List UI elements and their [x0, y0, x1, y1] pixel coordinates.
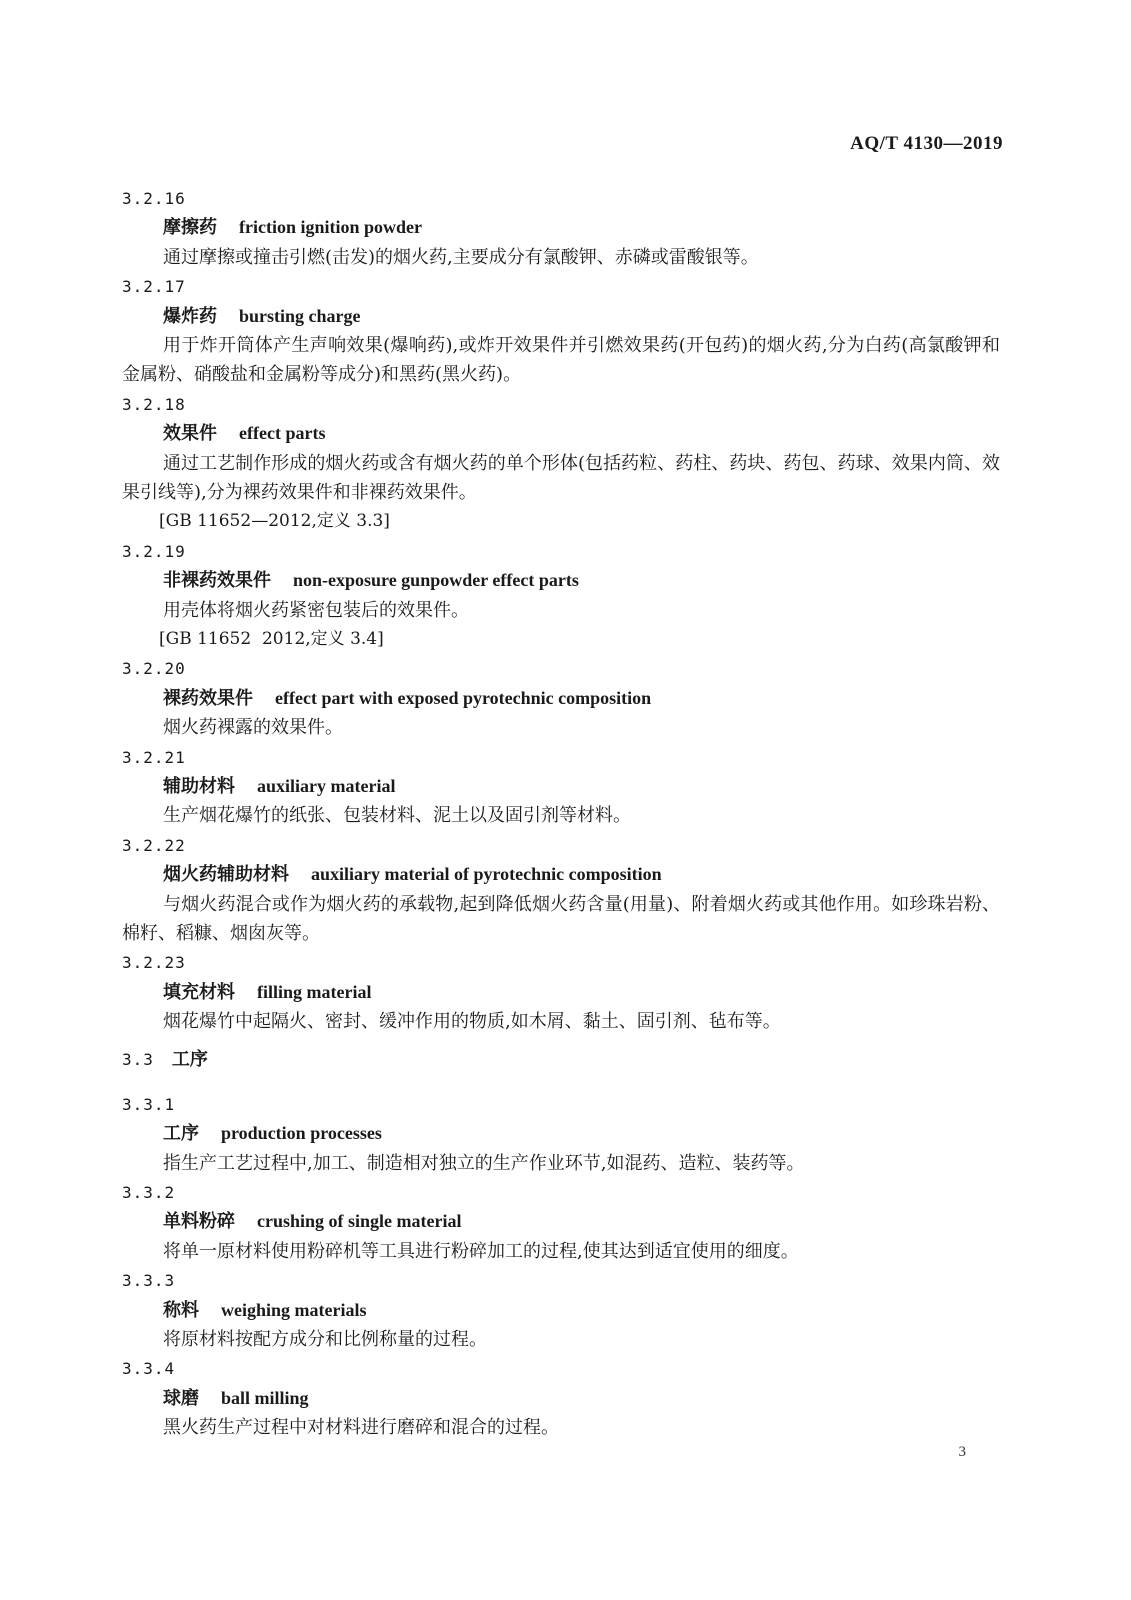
term-definition: 用壳体将烟火药紧密包装后的效果件。: [163, 599, 469, 621]
term-heading: [122, 419, 1000, 448]
term-english: non-exposure gunpowder effect parts: [293, 570, 579, 591]
term-definition: 用于炸开筒体产生声响效果(爆响药),或炸开效果件并引燃效果药(开包药)的烟火药,分为白药(高氯酸钾和金属粉、硝酸盐和金属粉等成分)和黑药(黑火药)。: [122, 334, 1000, 386]
term-heading: [122, 772, 1000, 801]
term-entry: [122, 1178, 1000, 1266]
term-heading: [122, 684, 1000, 713]
term-entry: [122, 184, 1000, 272]
term-english: effect parts: [239, 423, 326, 444]
term-heading: [122, 1207, 1000, 1236]
term-heading: [122, 1296, 1000, 1325]
term-entry: [122, 831, 1000, 949]
term-entry: [122, 272, 1000, 390]
term-chinese: 非裸药效果件: [163, 570, 271, 592]
term-definition: 烟花爆竹中起隔火、密封、缓冲作用的物质,如木屑、黏土、固引剂、毡布等。: [163, 1011, 781, 1033]
entry-number: 3.3.4: [122, 1359, 176, 1379]
entry-number: 3.2.19: [122, 541, 186, 561]
section-title: 工序: [171, 1048, 208, 1070]
term-entry: [122, 743, 1000, 831]
term-definition: 将单一原材料使用粉碎机等工具进行粉碎加工的过程,使其达到适宜使用的细度。: [163, 1240, 799, 1262]
term-definition: 通过工艺制作形成的烟火药或含有烟火药的单个形体(包括药粒、药柱、药块、药包、药球、效果内筒、效果引线等),分为裸药效果件和非裸药效果件。: [122, 452, 1000, 503]
term-definition: 将原材料按配方成分和比例称量的过程。: [163, 1329, 487, 1351]
term-chinese: 爆炸药: [163, 305, 217, 327]
term-english: weighing materials: [221, 1299, 367, 1320]
term-chinese: 填充材料: [163, 981, 235, 1003]
term-source-reference: [GB 11652—2012,定义 3.3]: [159, 511, 390, 532]
entry-number: 3.2.18: [122, 394, 186, 414]
term-english: production processes: [221, 1123, 382, 1144]
term-english: ball milling: [221, 1387, 309, 1408]
term-english: auxiliary material of pyrotechnic composition: [311, 864, 662, 885]
term-english: filling material: [257, 981, 372, 1002]
entry-number: 3.2.21: [122, 747, 186, 767]
document-code: AQ/T 4130—2019: [850, 133, 1003, 154]
term-heading: [122, 978, 1000, 1007]
term-entry: [122, 1266, 1000, 1354]
document-body: [122, 184, 1000, 1443]
term-entry: [122, 654, 1000, 742]
term-english: effect part with exposed pyrotechnic composition: [275, 687, 652, 708]
term-english: bursting charge: [239, 305, 361, 326]
term-heading: [122, 860, 1000, 889]
entry-number: 3.2.22: [122, 835, 186, 855]
entry-number: 3.3.1: [122, 1094, 176, 1114]
term-definition: 与烟火药混合或作为烟火药的承载物,起到降低烟火药含量(用量)、附着烟火药或其他作用。如珍珠岩粉、棉籽、稻糠、烟囱灰等。: [122, 893, 1000, 944]
term-english: friction ignition powder: [239, 217, 422, 238]
term-chinese: 烟火药辅助材料: [163, 864, 289, 886]
term-chinese: 摩擦药: [163, 217, 217, 239]
entry-number: 3.3.3: [122, 1271, 176, 1291]
page-number: 3: [958, 1444, 966, 1460]
term-entry: [122, 1354, 1000, 1442]
term-english: auxiliary material: [257, 775, 396, 796]
term-entry: [122, 948, 1000, 1036]
term-chinese: 效果件: [163, 423, 217, 445]
term-heading: [122, 566, 1000, 595]
entry-number: 3.3.2: [122, 1183, 176, 1203]
term-chinese: 裸药效果件: [163, 687, 253, 709]
term-heading: [122, 302, 1000, 331]
entry-number: 3.2.17: [122, 277, 186, 297]
term-chinese: 单料粉碎: [163, 1211, 235, 1233]
term-definition: 指生产工艺过程中,加工、制造相对独立的生产作业环节,如混药、造粒、装药等。: [163, 1152, 805, 1174]
term-definition: 通过摩擦或撞击引燃(击发)的烟火药,主要成分有氯酸钾、赤磷或雷酸银等。: [163, 246, 759, 268]
term-heading: [122, 1384, 1000, 1413]
entry-number: 3.2.23: [122, 953, 186, 973]
term-chinese: 辅助材料: [163, 775, 235, 797]
term-chinese: 球磨: [163, 1387, 199, 1409]
term-entry: [122, 390, 1000, 537]
section-heading: [122, 1045, 1000, 1074]
section-number: 3.3: [122, 1049, 154, 1069]
term-definition: 黑火药生产过程中对材料进行磨碎和混合的过程。: [163, 1417, 559, 1439]
entry-number: 3.2.20: [122, 659, 186, 679]
term-chinese: 称料: [163, 1299, 199, 1321]
term-definition: 生产烟花爆竹的纸张、包装材料、泥土以及固引剂等材料。: [163, 805, 631, 827]
term-entry: [122, 1090, 1000, 1178]
term-chinese: 工序: [163, 1123, 199, 1145]
term-heading: [122, 213, 1000, 242]
term-source-reference: [GB 11652 2012,定义 3.4]: [159, 628, 384, 649]
term-heading: [122, 1119, 1000, 1148]
term-entry: [122, 537, 1000, 655]
term-definition: 烟火药裸露的效果件。: [163, 717, 343, 739]
entry-number: 3.2.16: [122, 189, 186, 208]
term-english: crushing of single material: [257, 1211, 462, 1232]
